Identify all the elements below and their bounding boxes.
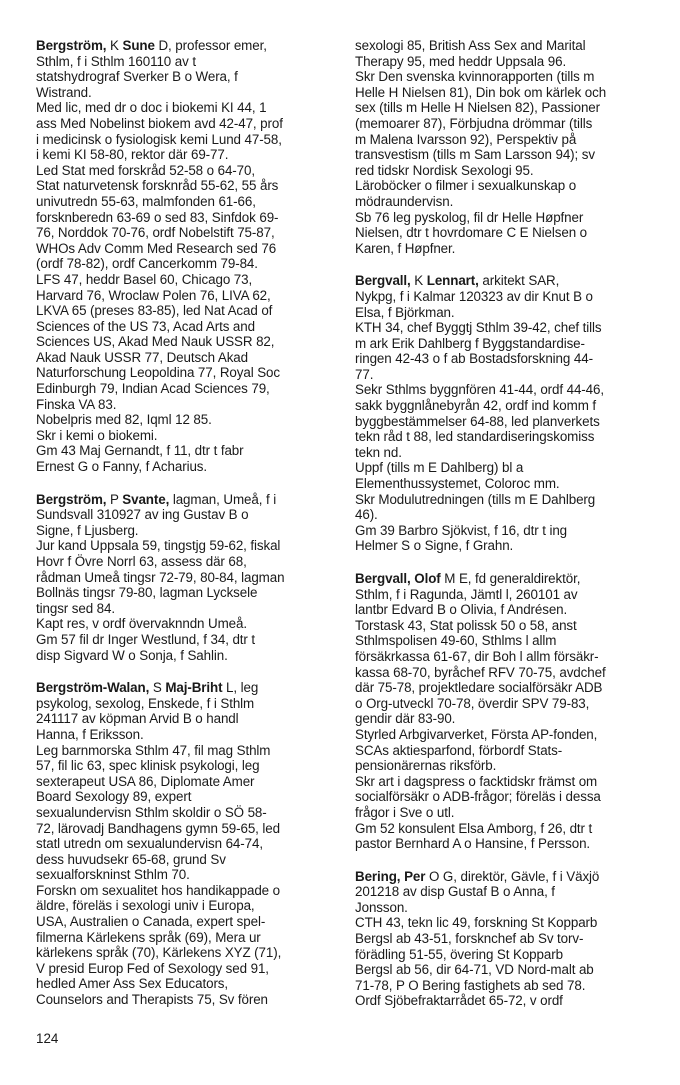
entry-text-line: Karen, f Høpfner.: [355, 240, 456, 256]
surname: Bergström,: [36, 38, 107, 53]
entry-text-line: Hanna, f Eriksson.: [36, 726, 144, 742]
entry-text-line: statl utredn om sexualundervisn 64-74,: [36, 836, 263, 852]
entry-text-line: Signe, f Ljusberg.: [36, 522, 139, 538]
entry-text-line: Nielsen, dtr t hovrdomare C E Nielsen o: [355, 225, 588, 241]
entry-text-line: frågor i Sve o utl.: [355, 804, 455, 820]
entry-text-line: Skr Modulutredningen (tills m E Dahlberg: [355, 491, 596, 507]
entry-text-line: hedled Amer Ass Sex Educators,: [36, 976, 229, 992]
entry-text-line: Sciences of the US 73, Acad Arts and: [36, 318, 255, 334]
surname: Bergvall,: [355, 571, 411, 586]
entry-text-line: Sciences US, Akad Med Nauk USSR 82,: [36, 334, 275, 350]
entry-text-line: 77.: [355, 366, 374, 382]
entry-text-line: Akad Nauk USSR 77, Deutsch Akad: [36, 349, 249, 365]
entry-text-line: Skr art i dagspress o facktidskr främst om: [355, 773, 598, 789]
entry-text-line: Therapy 95, med heddr Uppsala 96.: [355, 53, 567, 69]
entry-text-line: Finska VA 83.: [36, 396, 117, 412]
entry-text-line: tekn nd.: [355, 444, 402, 460]
heading-rest: M E, fd generaldirektör,: [440, 571, 581, 586]
given-name: Sune: [122, 38, 155, 53]
entry-text-line: filmerna Kärlekens språk (69), Mera ur: [36, 929, 261, 945]
entry-text-line: ass Med Nobelinst biokem avd 42-47, prof: [36, 115, 283, 131]
entry-text-line: Board Sexology 89, expert: [36, 789, 192, 805]
entry-text-line: Naturforschung Leopoldina 77, Royal Soc: [36, 365, 280, 381]
entry-text-line: i medicinsk o fysiologisk kemi Lund 47-58,: [36, 131, 282, 147]
entry-text-line: SCAs aktiesparfond, förbordf Stats-: [355, 742, 563, 758]
entry-text-line: 201218 av disp Gustaf B o Anna, f: [355, 884, 555, 900]
entry-text-line: 76, Norddok 70-76, ordf Nobelstift 75-87,: [36, 225, 275, 241]
heading-rest: lagman, Umeå, f i: [169, 491, 277, 507]
entry-text-line: Ernest G o Fanny, f Acharius.: [36, 459, 208, 475]
entry-text-line: lantbr Edvard B o Olivia, f Andrésen.: [355, 602, 568, 618]
heading-rest: O G, direktör, Gävle, f i Växjö: [425, 868, 600, 884]
entry-text-line: byggbestämmelser 64-88, led planverkets: [355, 413, 600, 429]
entry-heading-line: [36, 492, 332, 508]
entry-text-line: sexterapeut USA 86, Diplomate Amer: [36, 773, 255, 789]
given-name: Maj-Briht: [165, 680, 223, 696]
entry-text-line: psykolog, sexolog, Enskede, f i Sthlm: [36, 695, 255, 711]
entry-text-line: gendir där 83-90.: [355, 711, 456, 727]
initials: K: [106, 38, 123, 53]
entry-text-line: Gm 39 Barbro Sjökvist, f 16, dtr t ing: [355, 522, 568, 538]
entry-text-line: LKVA 65 (preses 83-85), led Nat Acad of: [36, 303, 273, 319]
given-name: Per: [404, 868, 426, 884]
entry-text-line: Gm 52 konsulent Elsa Amborg, f 26, dtr t: [355, 820, 593, 836]
entry-text-line: pensionärernas riksförb.: [355, 758, 497, 774]
biography-entry: [36, 38, 332, 475]
initials: S: [149, 680, 166, 696]
entry-text-line: 46).: [355, 507, 378, 523]
entry-text-line: Gm 43 Maj Gernandt, f 11, dtr t fabr: [36, 443, 244, 459]
biography-entry: [355, 38, 653, 256]
entry-text-line: Wistrand.: [36, 84, 92, 100]
entry-text-line: försäkrkassa 61-67, dir Boh l allm försäkr-: [355, 648, 599, 664]
entry-text-line: rådman Umeå tingsr 72-79, 80-84, lagman: [36, 569, 285, 585]
entry-text-line: Ordf Sjöbefraktarrådet 65-72, v ordf: [355, 993, 563, 1009]
biography-entry: [36, 492, 332, 664]
entry-text-line: Stat naturvetensk forsknråd 55-62, 55 års: [36, 178, 279, 194]
entry-text-line: ringen 42-43 o f ab Bostadsforskning 44-: [355, 351, 593, 367]
biography-entry: [355, 869, 653, 1009]
entry-text-line: Nobelpris med 82, Iqml 12 85.: [36, 412, 212, 428]
entry-text-line: Jonsson.: [355, 899, 408, 915]
entry-text-line: Harvard 76, Wroclaw Polen 76, LIVA 62,: [36, 287, 271, 303]
heading-rest: arkitekt SAR,: [478, 273, 560, 289]
entry-text-line: Sthlm, f i Sthlm 160110 av t: [36, 53, 196, 69]
entry-text-line: sexualforskninst Sthlm 70.: [36, 867, 190, 883]
entry-text-line: 71-78, P O Bering fastighets ab sed 78.: [355, 977, 586, 993]
entry-text-line: 72, lärovadj Bandhagens gymn 59-65, led: [36, 820, 280, 836]
biography-entry: [355, 571, 653, 852]
entry-text-line: Uppf (tills m E Dahlberg) bl a: [355, 460, 524, 476]
entry-text-line: Läroböcker o filmer i sexualkunskap o: [355, 178, 577, 194]
entry-text-line: Sthlm, f i Ragunda, Jämtl l, 260101 av: [355, 586, 578, 602]
entry-text-line: Torstask 43, Stat polissk 50 o 58, anst: [355, 617, 577, 633]
entry-text-line: Forskn om sexualitet hos handikappade o: [36, 882, 280, 898]
heading-rest: L, leg: [222, 680, 259, 696]
right-column: [355, 38, 653, 1026]
entry-text-line: USA, Australien o Canada, expert spel-: [36, 914, 266, 930]
entry-text-line: Sthlmspolisen 49-60, Sthlms l allm: [355, 633, 557, 649]
entry-text-line: dess huvudsekr 65-68, grund Sv: [36, 851, 226, 867]
entry-heading-line: [355, 571, 653, 587]
entry-text-line: red tidskr Nordisk Sexologi 95.: [355, 162, 534, 178]
entry-text-line: mödraundervisn.: [355, 193, 454, 209]
surname: Bergvall,: [355, 273, 411, 289]
entry-text-line: LFS 47, heddr Basel 60, Chicago 73,: [36, 271, 253, 287]
surname: Bergström-Walan,: [36, 680, 150, 696]
given-name: Svante,: [122, 491, 170, 507]
given-name: Lennart,: [426, 273, 479, 289]
biography-entry: [355, 273, 653, 554]
entry-text-line: kärlekens språk (70), Kärlekens XYZ (71),: [36, 945, 282, 961]
entry-text-line: sexologi 85, British Ass Sex and Marital: [355, 38, 586, 53]
entry-text-line: Elementhussystemet, Coloroc mm.: [355, 476, 560, 492]
biography-entry: [36, 680, 332, 1007]
entry-heading-line: [355, 869, 653, 885]
entry-text-line: Sb 76 leg pyskolog, fil dr Helle Høpfner: [355, 209, 584, 225]
entry-text-line: sexualundervisn Sthlm skoldir o SÖ 58-: [36, 804, 267, 820]
entry-text-line: Helle H Nielsen 81), Din bok om kärlek och: [355, 84, 607, 100]
entry-text-line: Bollnäs tingsr 79-80, lagman Lycksele: [36, 585, 258, 601]
entry-text-line: disp Sigvard W o Sonja, f Sahlin.: [36, 647, 228, 663]
surname: Bering,: [355, 868, 401, 884]
entry-heading-line: [36, 680, 332, 696]
page-number: 124: [36, 1031, 59, 1046]
entry-text-line: Elsa, f Björkman.: [355, 304, 455, 320]
entry-heading-line: [355, 273, 653, 289]
entry-text-line: statshydrograf Sverker B o Wera, f: [36, 69, 238, 85]
entry-heading-line: [36, 38, 332, 54]
entry-text-line: Skr Den svenska kvinnorapporten (tills m: [355, 69, 595, 85]
entry-text-line: tekn råd t 88, led standardiseringskomiss: [355, 429, 595, 445]
entry-text-line: Sekr Sthlms byggnfören 41-44, ordf 44-46,: [355, 382, 604, 398]
entry-text-line: sex (tills m Helle H Nielsen 82), Passioner: [355, 100, 600, 116]
entry-text-line: forsknberedn 63-69 o sed 83, Sinfdok 69-: [36, 209, 279, 225]
entry-text-line: förädling 51-55, övering St Kopparb: [355, 946, 563, 962]
entry-text-line: transvestism (tills m Sam Larsson 94); sv: [355, 147, 595, 163]
entry-text-line: pastor Bernhard A o Hansine, f Persson.: [355, 836, 591, 852]
entry-text-line: (memoarer 87), Förbjudna drömmar (tills: [355, 115, 593, 131]
heading-rest: D, professor emer,: [154, 38, 267, 53]
entry-text-line: Edinburgh 79, Indian Acad Sciences 79,: [36, 381, 270, 397]
entry-text-line: 57, fil lic 63, spec klinisk psykologi, leg: [36, 758, 260, 774]
entry-text-line: socialförsäkr o ADB-frågor; föreläs i dessa: [355, 789, 601, 805]
entry-text-line: Helmer S o Signe, f Grahn.: [355, 538, 514, 554]
entry-text-line: i kemi KI 58-80, rektor där 69-77.: [36, 147, 229, 163]
given-name: Olof: [414, 571, 441, 586]
entry-text-line: Bergsl ab 43-51, forsknchef ab Sv torv-: [355, 931, 584, 947]
entry-text-line: m ark Erik Dahlberg f Byggstandardise-: [355, 335, 585, 351]
entry-text-line: sakk byggnlånebyrån 42, ordf ind komm f: [355, 398, 596, 414]
entry-text-line: V presid Europ Fed of Sexology sed 91,: [36, 960, 269, 976]
entry-text-line: tingsr sed 84.: [36, 600, 115, 616]
entry-text-line: Gm 57 fil dr Inger Westlund, f 34, dtr t: [36, 631, 256, 647]
left-column: [36, 38, 332, 1025]
entry-text-line: Styrled Arbgivarverket, Första AP-fonden,: [355, 726, 598, 742]
entry-text-line: KTH 34, chef Byggtj Sthlm 39-42, chef tills: [355, 320, 602, 336]
entry-text-line: äldre, föreläs i sexologi univ i Europa,: [36, 898, 255, 914]
entry-text-line: CTH 43, tekn lic 49, forskning St Kopparb: [355, 915, 598, 931]
entry-text-line: univutredn 55-63, malmfonden 61-66,: [36, 193, 256, 209]
entry-text-line: Sundsvall 310927 av ing Gustav B o: [36, 507, 249, 523]
entry-text-line: Med lic, med dr o doc i biokemi KI 44, 1: [36, 100, 267, 116]
entry-text-line: kassa 68-70, byråchef RFV 70-75, avdchef: [355, 664, 606, 680]
entry-text-line: Kapt res, v ordf övervaknndn Umeå.: [36, 616, 247, 632]
entry-text-line: (ordf 78-82), ordf Cancerkomm 79-84.: [36, 256, 258, 272]
entry-text-line: o Org-utveckl 70-78, överdir SPV 79-83,: [355, 695, 590, 711]
entry-text-line: Nykpg, f i Kalmar 120323 av dir Knut B o: [355, 288, 593, 304]
entry-text-line: Bergsl ab 56, dir 64-71, VD Nord-malt ab: [355, 962, 594, 978]
entry-text-line: Skr i kemi o biokemi.: [36, 427, 158, 443]
initials: P: [106, 491, 123, 507]
initials: K: [410, 273, 427, 289]
entry-text-line: Led Stat med forskråd 52-58 o 64-70,: [36, 162, 255, 178]
entry-text-line: m Malena Ivarsson 92), Perspektiv på: [355, 131, 577, 147]
entry-text-line: WHOs Adv Comm Med Research sed 76: [36, 240, 277, 256]
entry-text-line: 241117 av köpman Arvid B o handl: [36, 711, 239, 727]
entry-text-line: Hovr f Övre Norrl 63, assess där 68,: [36, 554, 247, 569]
entry-text-line: Jur kand Uppsala 59, tingstjg 59-62, fiskal: [36, 538, 281, 554]
entry-text-line: där 75-78, projektledare socialförsäkr ADB: [355, 680, 603, 696]
entry-text-line: Leg barnmorska Sthlm 47, fil mag Sthlm: [36, 742, 271, 758]
entry-text-line: Counselors and Therapists 75, Sv fören: [36, 992, 268, 1008]
surname: Bergström,: [36, 491, 107, 507]
